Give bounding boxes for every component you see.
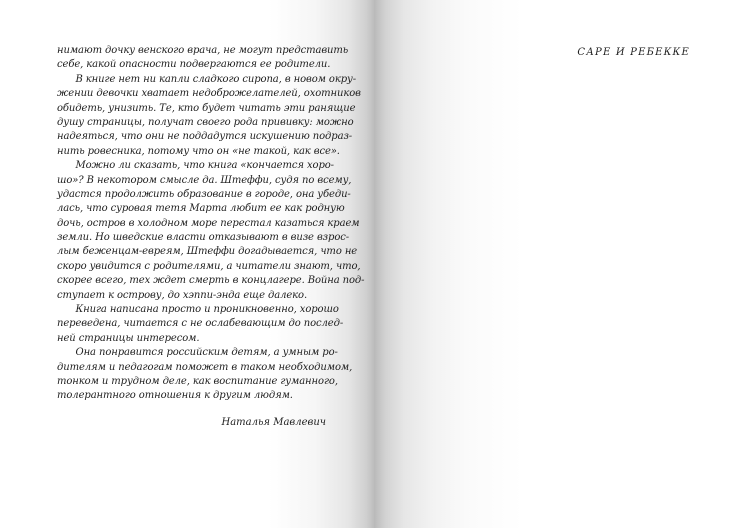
text-line: дителям и педагогам поможет в таком необходимом,: [57, 361, 353, 373]
text-line: надеяться, что они не поддадутся искушению подраз-: [57, 131, 353, 143]
text-line: переведена, читается с не ослабевающим до послед-: [57, 318, 344, 330]
text-line: нить ровесника, потому что он «не такой, как все».: [57, 145, 340, 157]
text-line: скорее всего, тех ждет смерть в концлагере. Война под-: [57, 275, 365, 287]
text-line: жении девочки хватает недоброжелателей, охотников: [57, 88, 361, 100]
text-line: Она понравится российским детям, а умным ро-: [57, 347, 338, 359]
author-signature: Наталья Мавлевич: [221, 417, 326, 428]
text-line: скоро увидится с родителями, а читатели знают, что,: [57, 260, 361, 272]
text-line: Книга написана просто и проникновенно, хорошо: [57, 304, 339, 316]
text-line: удастся продолжить образование в городе, она убеди-: [57, 188, 351, 200]
text-line: дочь, остров в холодном море перестал казаться краем: [57, 217, 360, 229]
text-line: ней страницы интересом.: [57, 332, 200, 344]
text-line: В книге нет ни капли сладкого сиропа, в новом окру-: [57, 73, 357, 85]
right-page: [374, 0, 748, 528]
text-line: Можно ли сказать, что книга «кончается хоро-: [57, 160, 334, 172]
text-line: душу страницы, получат своего рода прививку: можно: [57, 116, 354, 128]
afterword-text: [57, 44, 365, 404]
dedication-heading: САРЕ И РЕБЕККЕ: [577, 47, 690, 58]
text-line: обидеть, унизить. Те, кто будет читать эти ранящие: [57, 102, 356, 114]
text-line: шо»? В некотором смысле да. Штеффи, судя по всему,: [57, 174, 352, 186]
text-line: земли. Но шведские власти отказывают в визе взрос-: [57, 232, 350, 244]
text-line: себе, какой опасности подвергаются ее родители.: [57, 59, 331, 71]
text-line: лым беженцам-евреям, Штеффи догадывается, что не: [57, 246, 358, 258]
text-line: ступает к острову, до хэппи-энда еще далеко.: [57, 289, 308, 301]
text-line: нимают дочку венского врача, не могут представить: [57, 45, 349, 56]
text-line: толерантного отношения к другим людям.: [57, 390, 293, 402]
text-line: тонком и трудном деле, как воспитание гуманного,: [57, 375, 338, 387]
text-line: лась, что суровая тетя Марта любит ее как родную: [57, 203, 345, 215]
